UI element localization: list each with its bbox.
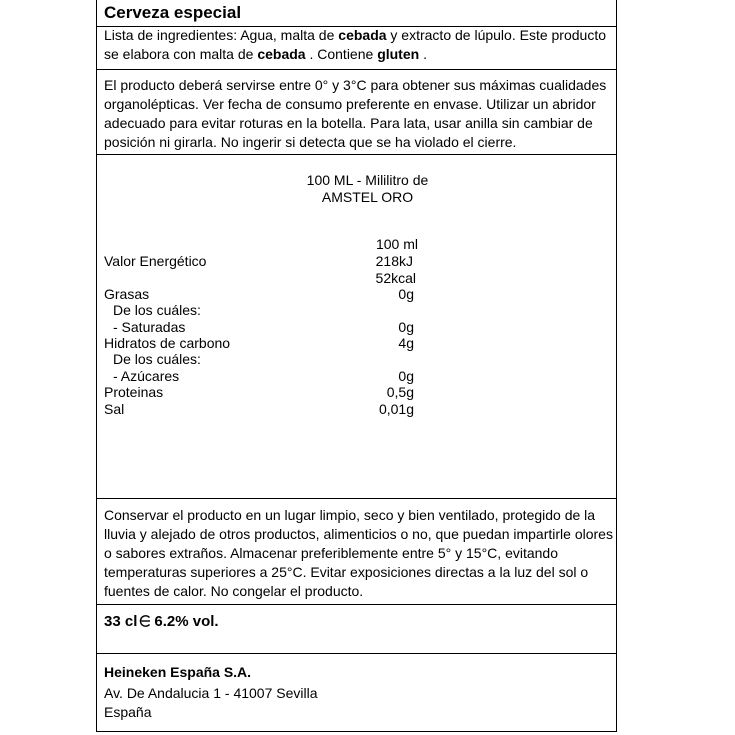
nutrition-value: 218kJ (375, 253, 413, 269)
product-title: Cerveza especial (104, 3, 242, 22)
nutrition-value: 0g (398, 319, 414, 335)
volume-line (104, 613, 219, 630)
storage-line: temperaturas superiores a 25°C. Evitar exposiciones directas a la luz del sol o (104, 564, 589, 580)
product-name: AMSTEL ORO (321, 189, 414, 205)
storage-line: fuentes de calor. No congelar el producto. (104, 583, 364, 599)
unit-header: 100 ML - Mililitro de (306, 172, 429, 188)
nutrition-label: Hidratos de carbono (104, 335, 231, 351)
nutrition-label: Valor Energético (104, 253, 207, 269)
estimated-sign-icon (138, 614, 152, 628)
storage-line: lluvia y alejado de otros productos, alimenticios o no, que puedan impartirle olores (104, 526, 613, 542)
nutrition-label: - Saturadas (113, 319, 186, 335)
serving-line: El producto deberá servirse entre 0° y 3°C para obtener sus máximas cualidades (104, 77, 607, 93)
nutrition-value: 52kcal (375, 270, 416, 286)
nutrition-label: De los cuáles: (113, 351, 201, 367)
company-name: Heineken España S.A. (104, 664, 252, 680)
ingredients-line-1: Lista de ingredientes: Agua, malta de cebada y extracto de lúpulo. Este producto (104, 27, 606, 43)
ingredients-line-2: se elabora con malta de cebada . Contiene gluten . (104, 46, 427, 62)
company-country: España (104, 704, 152, 720)
divider (96, 154, 617, 155)
storage-line: o sabores extraños. Almacenar preferiblemente entre 5° y 15°C, evitando (104, 545, 559, 561)
nutrition-value: 4g (398, 335, 414, 351)
serving-line: posición ni girarla. No ingerir si detecta que se ha violado el cierre. (104, 134, 517, 150)
serving-line: organolépticas. Ver fecha de consumo preferente en envase. Utilizar un abridor (104, 96, 596, 112)
divider (96, 653, 617, 654)
nutrition-value: 0,01g (378, 401, 414, 417)
nutrition-label: - Azúcares (113, 368, 180, 384)
volume: 33 cl (104, 613, 138, 630)
nutrition-value: 0g (398, 368, 414, 384)
divider (96, 604, 617, 605)
company-address: Av. De Andalucia 1 - 41007 Sevilla (104, 685, 318, 701)
nutrition-value: 0,5g (386, 384, 414, 400)
serving-line: adecuado para evitar roturas en la botella. Para lata, usar anilla sin cambiar de (104, 115, 593, 131)
nutrition-column-header: 100 ml (375, 236, 418, 252)
nutrition-label: Proteinas (104, 384, 164, 400)
divider (96, 498, 617, 499)
divider (96, 69, 617, 70)
nutrition-label: De los cuáles: (113, 302, 201, 318)
storage-line: Conservar el producto en un lugar limpio, seco y bien ventilado, protegido de la (104, 507, 596, 523)
nutrition-value: 0g (398, 286, 414, 302)
abv: 6.2% vol. (154, 613, 219, 630)
nutrition-label: Sal (104, 401, 125, 417)
nutrition-label: Grasas (104, 286, 150, 302)
